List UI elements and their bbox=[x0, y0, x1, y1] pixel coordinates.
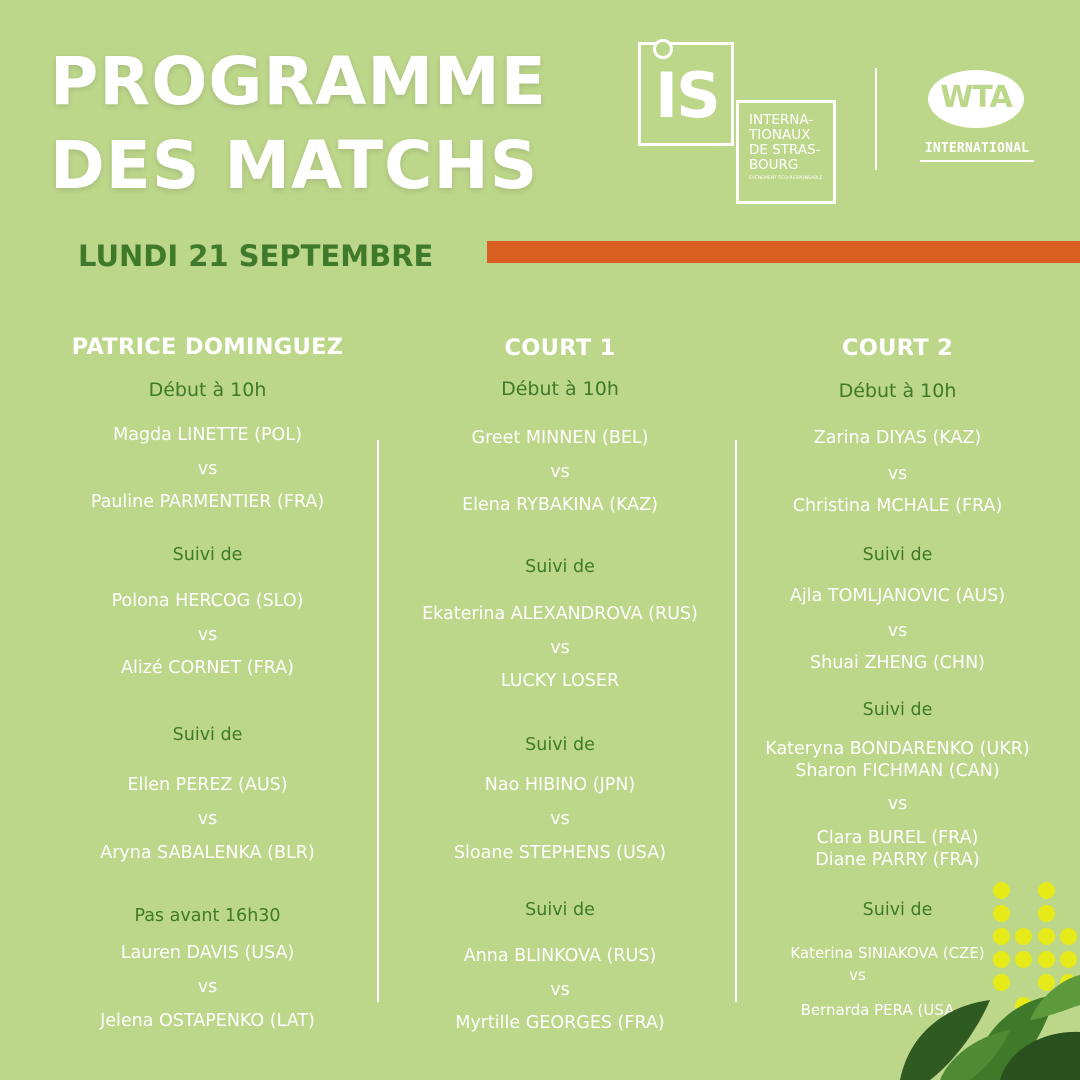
is-logo-text bbox=[749, 113, 827, 173]
dot-icon bbox=[1060, 928, 1077, 945]
date-heading: LUNDI 21 SEPTEMBRE bbox=[78, 239, 434, 273]
dot-icon bbox=[993, 882, 1010, 899]
is-logo-text-frame bbox=[736, 100, 836, 204]
player-name: Jelena OSTAPENKO (LAT) bbox=[100, 1011, 315, 1031]
followed-by-label: Suivi de bbox=[525, 735, 595, 755]
tennis-ball-icon bbox=[653, 39, 673, 59]
court-name: COURT 2 bbox=[841, 335, 954, 361]
versus-label: vs bbox=[887, 794, 908, 814]
is-logo-text-line: INTERNA- bbox=[749, 112, 814, 128]
player-name: Polona HERCOG (SLO) bbox=[111, 591, 304, 611]
player-name: Ellen PEREZ (AUS) bbox=[127, 775, 288, 795]
title-line-2: DES MATCHS bbox=[50, 127, 539, 204]
followed-by-label: Suivi de bbox=[862, 900, 933, 920]
player-name: Ajla TOMLJANOVIC (AUS) bbox=[789, 586, 1006, 606]
dot-icon bbox=[993, 928, 1010, 945]
versus-label: vs bbox=[550, 462, 570, 482]
player-name: Zarina DIYAS (KAZ) bbox=[813, 428, 982, 448]
is-logo-text-line: BOURG bbox=[749, 157, 799, 173]
dot-icon bbox=[1038, 928, 1055, 945]
versus-label: vs bbox=[849, 966, 866, 984]
plant-leaves-icon bbox=[880, 960, 1080, 1080]
versus-label: vs bbox=[887, 464, 908, 484]
versus-label: vs bbox=[550, 809, 570, 829]
player-name: Lauren DAVIS (USA) bbox=[120, 943, 295, 963]
dot-icon bbox=[1038, 905, 1055, 922]
not-before-label: Pas avant 16h30 bbox=[134, 906, 281, 926]
start-time: Début à 10h bbox=[501, 378, 619, 400]
court-name: COURT 1 bbox=[504, 335, 616, 361]
logo-divider bbox=[875, 68, 877, 170]
followed-by-label: Suivi de bbox=[525, 557, 595, 577]
player-name: Nao HIBINO (JPN) bbox=[484, 775, 636, 795]
wta-logo-mark: WTA bbox=[940, 80, 1012, 115]
schedule-column-court-1 bbox=[385, 330, 735, 1050]
versus-label: vs bbox=[887, 621, 908, 641]
followed-by-label: Suivi de bbox=[172, 725, 243, 745]
internationaux-strasbourg-logo bbox=[638, 42, 838, 204]
player-name: Magda LINETTE (POL) bbox=[113, 425, 302, 445]
followed-by-label: Suivi de bbox=[862, 700, 933, 720]
is-logo-letters: IS bbox=[655, 59, 719, 132]
versus-label: vs bbox=[550, 980, 570, 1000]
player-name: Kateryna BONDARENKO (UKR) bbox=[765, 739, 1030, 759]
player-name: Alizé CORNET (FRA) bbox=[121, 658, 294, 678]
player-name: Sloane STEPHENS (USA) bbox=[453, 843, 667, 863]
wta-logo-underline bbox=[920, 160, 1034, 162]
versus-label: vs bbox=[197, 625, 218, 645]
start-time: Début à 10h bbox=[838, 380, 957, 402]
versus-label: vs bbox=[197, 977, 218, 997]
is-logo-text-line: DE STRAS- bbox=[749, 142, 821, 158]
player-name: LUCKY LOSER bbox=[500, 671, 620, 691]
dot-icon bbox=[1015, 928, 1032, 945]
title-line-1: PROGRAMME bbox=[50, 43, 547, 120]
player-name: Diane PARRY (FRA) bbox=[815, 850, 980, 870]
wta-logo-subtitle: INTERNATIONAL bbox=[924, 141, 1030, 156]
versus-label: vs bbox=[550, 638, 570, 658]
start-time: Début à 10h bbox=[148, 379, 267, 401]
versus-label: vs bbox=[197, 459, 218, 479]
versus-label: vs bbox=[197, 809, 218, 829]
player-name: Greet MINNEN (BEL) bbox=[471, 428, 649, 448]
is-logo-tagline: ÉVÉNEMENT ÉCO-RESPONSABLE bbox=[749, 176, 823, 181]
player-name: Elena RYBAKINA (KAZ) bbox=[462, 495, 658, 515]
followed-by-label: Suivi de bbox=[862, 545, 933, 565]
court-name: PATRICE DOMINGUEZ bbox=[71, 334, 344, 360]
player-name: Aryna SABALENKA (BLR) bbox=[100, 843, 315, 863]
player-name: Sharon FICHMAN (CAN) bbox=[795, 761, 1000, 781]
player-name: Bernarda PERA (USA bbox=[800, 1001, 955, 1019]
player-name: Katerina SINIAKOVA (CZE) bbox=[790, 944, 985, 962]
dot-icon bbox=[993, 905, 1010, 922]
player-name: Myrtille GEORGES (FRA) bbox=[455, 1013, 665, 1033]
wta-international-logo bbox=[918, 68, 1036, 168]
followed-by-label: Suivi de bbox=[525, 900, 595, 920]
page-title bbox=[50, 40, 547, 208]
is-logo-frame bbox=[638, 42, 734, 146]
player-name: Shuai ZHENG (CHN) bbox=[810, 653, 985, 673]
player-name: Pauline PARMENTIER (FRA) bbox=[90, 492, 325, 512]
player-name: Clara BUREL (FRA) bbox=[816, 828, 979, 848]
is-logo-text-line: TIONAUX bbox=[749, 127, 811, 143]
column-divider bbox=[377, 440, 379, 1002]
player-name: Anna BLINKOVA (RUS) bbox=[463, 946, 657, 966]
dot-icon bbox=[1038, 882, 1055, 899]
followed-by-label: Suivi de bbox=[172, 545, 243, 565]
schedule-column-patrice-dominguez bbox=[40, 330, 375, 1050]
column-divider bbox=[735, 440, 737, 1002]
orange-accent-bar bbox=[487, 241, 1080, 263]
player-name: Ekaterina ALEXANDROVA (RUS) bbox=[422, 604, 698, 624]
player-name: Christina MCHALE (FRA) bbox=[792, 496, 1003, 516]
